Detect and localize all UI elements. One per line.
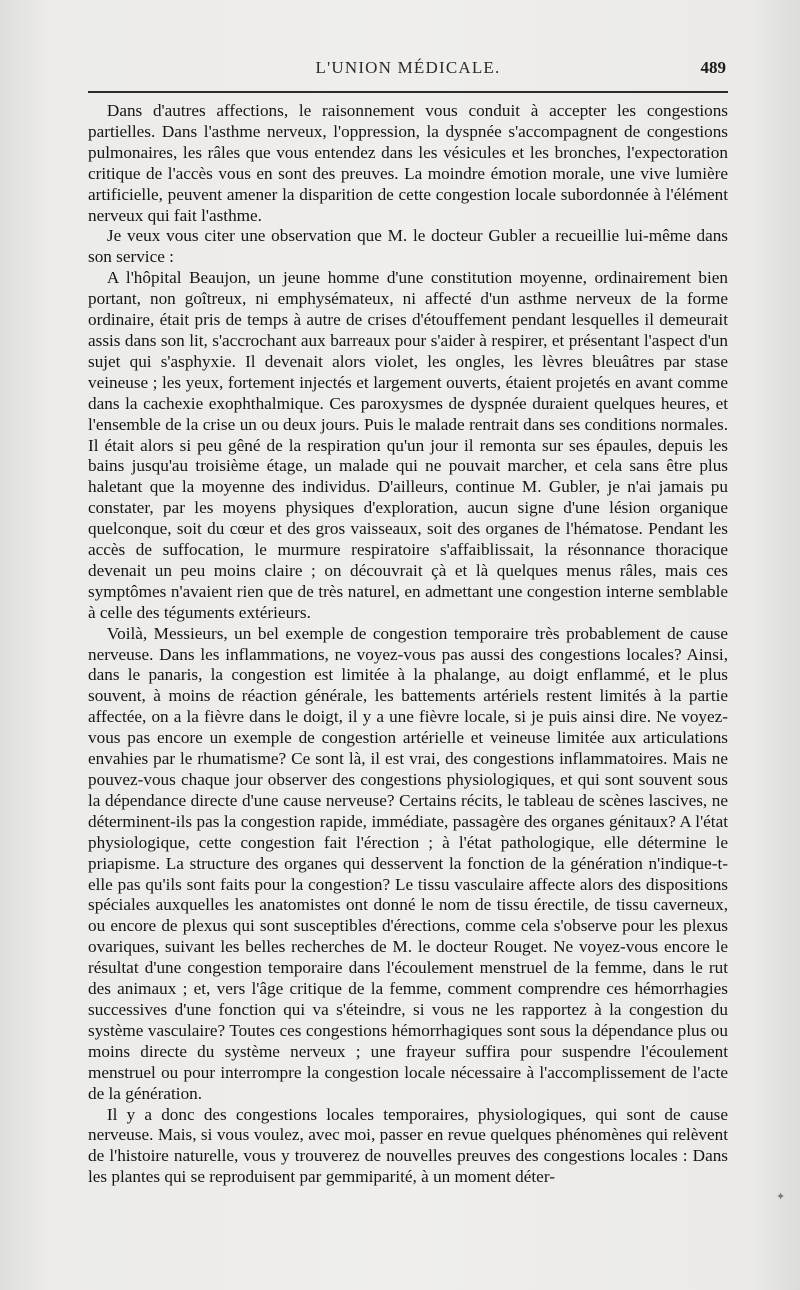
body-text — [88, 101, 728, 1188]
header-rule — [88, 91, 728, 93]
paragraph-congestion-temporaire: Voilà, Messieurs, un bel exemple de congestion temporaire très probablement de cause nerveuse. Dans les inflammations, ne voyez-vous pas aussi des congestions locales? Ainsi, dans le panaris, la congestion est limitée à la phalange, au doigt enflammé, et le plus souvent, à moins de réaction générale, les battements artériels restent limités à la partie affectée, on a la fièvre dans le doigt, il y a une fièvre locale, si je puis ainsi dire. Ne voyez-vous pas encore un exemple de congestion artérielle et veineuse limitée aux articulations envahies par le rhumatisme? Ce sont là, il est vrai, des congestions inflammatoires. Mais ne pouvez-vous chaque jour observer des congestions physiologiques, et qui sont souvent sous la dépendance directe d'une cause nerveuse? Certains récits, le tableau de scènes lascives, ne déterminent-ils pas la congestion rapide, immédiate, passagère des organes génitaux? A l'état physiologique, cette congestion fait l'érection ; à l'état pathologique, elle détermine le priapisme. La structure des organes qui desservent la fonction de la génération n'indique-t-elle pas qu'ils sont faits pour la congestion? Le tissu vasculaire affecte alors des dispositions spéciales auxquelles les anatomistes ont donné le nom de tissu érectile, de tissu caverneux, ou encore de plexus qui sont susceptibles d'érections, comme cela s'observe pour les plexus ovariques, suivant les belles recherches de M. le docteur Rouget. Ne voyez-vous encore le résultat d'une congestion temporaire dans l'écoulement menstruel de la femme, dans le rut des animaux ; et, vers l'âge critique de la femme, comment comprendre ces hémorrhagies successives d'une fonction qui va s'éteindre, si vous ne les rapportez à la congestion du système vasculaire? Toutes ces congestions hémorrhagiques sont sous la dépendance plus ou moins directe du système nerveux ; une frayeur suffira pour suspendre l'écoulement menstruel ou pour interrompre la congestion locale nécessaire à l'accomplissement de l'acte de la génération. — [88, 623, 728, 1103]
page-header — [88, 58, 728, 88]
paragraph-hopital-beaujon: A l'hôpital Beaujon, un jeune homme d'une constitution moyenne, ordinairement bien portant, non goîtreux, ni emphysémateux, ni affecté d'un asthme nerveux de la forme ordinaire, était pris de temps à autre de crises d'étouffement pendant lesquelles il demeurait assis dans son lit, s'accrochant aux barreaux pour s'aider à respirer, et présentant l'aspect d'un sujet qui s'asphyxie. Il devenait alors violet, les ongles, les lèvres bleuâtres par stase veineuse ; les yeux, fortement injectés et largement ouverts, étaient projetés en avant comme dans la cachexie exophthalmique. Ces paroxysmes de dyspnée duraient quelques heures, et l'ensemble de la crise un ou deux jours. Puis le malade rentrait dans ses conditions normales. Il était alors si peu gêné de la respiration qu'un jour il remonta sur ses épaules, depuis les bains jusqu'au troisième étage, un malade qui ne pouvait marcher, et cela sans être plus haletant que la moyenne des individus. D'ailleurs, continue M. Gubler, je n'ai jamais pu constater, par les moyens physiques d'exploration, aucun signe d'une lésion organique quelconque, soit du cœur et des gros vaisseaux, soit des organes de l'hématose. Pendant les accès de suffocation, le murmure respiratoire s'affaiblissait, la résonnance thoracique devenait un peu moins claire ; on découvrait çà et là quelques menus râles, mais ces symptômes n'avaient rien que de très naturel, en admettant une congestion interne semblable à celle des téguments extérieurs. — [88, 268, 728, 622]
paragraph-observation-intro: Je veux vous citer une observation que M. le docteur Gubler a recueillie lui-même dans son service : — [88, 226, 728, 267]
ornament-mark: ✦ — [776, 1190, 786, 1203]
running-title: L'UNION MÉDICALE. — [315, 58, 501, 77]
paragraph-congestions-locales: Il y a donc des congestions locales temporaires, physiologiques, qui sont de cause nerveuse. Mais, si vous voulez, avec moi, passer en revue quelques phénomènes qui relèvent de l'histoire naturelle, vous y trouverez de nouvelles preuves des congestions locales : Dans les plantes qui se reproduisent par gemmiparité, à un moment déter- — [88, 1104, 728, 1187]
page-number: 489 — [700, 58, 726, 77]
paragraph-asthme: Dans d'autres affections, le raisonnement vous conduit à accepter les congestions partielles. Dans l'asthme nerveux, l'oppression, la dyspnée s'accompagnent de congestions pulmonaires, les râles que vous entendez dans les vésicules et les bronches, l'expectoration critique de l'accès vous en sont des preuves. La moindre émotion morale, une vive lumière artificielle, peuvent amener la disparition de cette congestion locale subordonnée à l'élément nerveux qui fait l'asthme. — [88, 101, 728, 225]
